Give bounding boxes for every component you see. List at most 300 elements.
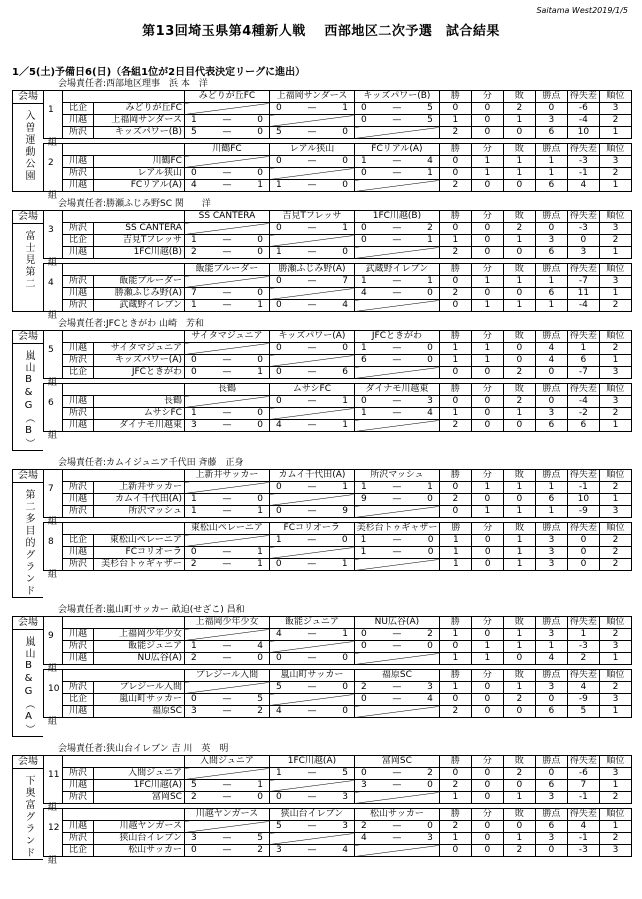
score-pair [272, 559, 352, 570]
venue-body [12, 330, 632, 451]
region-cell: 所沢 [63, 641, 94, 653]
group-list [43, 469, 632, 598]
stat-cell: 2 [439, 706, 471, 718]
score-dash: — [392, 103, 402, 113]
score-cell [354, 833, 439, 845]
stat-cell: 0 [471, 694, 503, 706]
group-number-cell [43, 263, 62, 321]
stat-header: 勝点 [535, 670, 567, 682]
region-cell: 比企 [63, 845, 94, 857]
header-team-name: レアル狭山 [269, 144, 354, 156]
stat-cell: 1 [439, 653, 471, 665]
score-dash: — [222, 408, 232, 418]
score-dash: — [307, 821, 317, 831]
group-number: 5 [48, 345, 54, 355]
stat-cell: -7 [567, 276, 599, 288]
stat-cell: -4 [567, 300, 599, 312]
score-dash: — [392, 168, 402, 178]
header-team-name: 吉見Tフレッサ [269, 211, 354, 223]
stat-header: 敗 [503, 331, 535, 343]
score-dash: — [222, 780, 232, 790]
score-against: 3 [342, 821, 348, 831]
score-against: 5 [257, 833, 263, 843]
stat-cell: 0 [471, 223, 503, 235]
group-header-row [63, 91, 632, 103]
stat-header: 得失差 [568, 523, 600, 535]
stat-cell: 1 [535, 482, 567, 494]
stat-cell: 0 [471, 821, 503, 833]
stat-cell: 0 [535, 396, 567, 408]
table-row [63, 127, 632, 139]
score-dash: — [392, 682, 402, 692]
score-pair [272, 127, 352, 138]
header-team-name: 美杉台トゥギャザー [354, 523, 440, 535]
score-pair [357, 494, 437, 505]
stat-cell: 1 [599, 247, 631, 259]
stat-header: 得失差 [567, 617, 599, 629]
score-for: 3 [275, 845, 282, 855]
group-header-row [63, 670, 632, 682]
self-match-cell [269, 494, 354, 506]
score-cell [269, 845, 354, 857]
group-suffix: 組 [48, 664, 58, 674]
score-against: 0 [257, 420, 263, 430]
stat-header: 分 [471, 384, 503, 396]
stat-cell: 1 [439, 355, 471, 367]
stat-cell: 1 [471, 300, 503, 312]
group-header-row [63, 756, 632, 768]
stat-cell: 3 [535, 115, 567, 127]
group-header-row [63, 523, 632, 535]
group-number: 9 [48, 631, 54, 641]
self-match-cell [184, 103, 269, 115]
stat-header: 勝 [439, 756, 471, 768]
stat-cell: 4 [567, 821, 599, 833]
stat-cell: 1 [567, 629, 599, 641]
venue-name: 嵐山B&G（A） [23, 636, 34, 736]
table-row [63, 547, 632, 559]
score-pair [357, 629, 437, 640]
stat-header: 順位 [599, 144, 631, 156]
table-row [63, 408, 632, 420]
stat-header: 勝点 [535, 211, 567, 223]
score-for: 4 [275, 629, 282, 639]
score-against: 1 [341, 559, 348, 569]
stat-header: 敗 [503, 670, 535, 682]
group-header-row [63, 617, 632, 629]
stat-cell: 2 [439, 420, 471, 432]
group-table [62, 90, 632, 139]
group-number-cell [43, 755, 62, 813]
stat-cell: 3 [536, 535, 568, 547]
group-header-row [63, 470, 632, 482]
score-against: 0 [427, 535, 434, 545]
score-pair [187, 792, 267, 803]
team-name-cell: 1FC川越(B) [93, 247, 184, 259]
score-cell [354, 355, 439, 367]
score-pair [187, 780, 267, 791]
stat-cell: 0 [503, 706, 535, 718]
self-match-cell [354, 559, 440, 571]
region-cell: 比企 [63, 694, 94, 706]
score-pair [357, 768, 437, 779]
team-name-cell: 入間ジュニア [93, 768, 184, 780]
group-header-row [63, 264, 632, 276]
header-team-name: 上福岡サンダース [269, 91, 354, 103]
score-for: 0 [275, 367, 282, 377]
stat-cell: 1 [439, 115, 471, 127]
score-for: 1 [275, 180, 282, 190]
venue-name-column [12, 469, 43, 598]
score-dash: — [307, 629, 317, 639]
score-dash: — [392, 768, 402, 778]
stat-cell: 1 [471, 156, 503, 168]
score-pair [187, 694, 267, 705]
stat-cell: 3 [599, 103, 631, 115]
score-cell [184, 547, 269, 559]
score-cell [184, 127, 269, 139]
region-cell: 川越 [63, 494, 94, 506]
score-pair [357, 833, 437, 844]
group-table [62, 808, 632, 857]
stat-header: 分 [471, 470, 503, 482]
stat-cell: 0 [503, 180, 535, 192]
score-against: 0 [257, 127, 263, 137]
score-cell [269, 180, 354, 192]
table-row [63, 276, 632, 288]
region-cell: 所沢 [63, 506, 94, 518]
score-against: 0 [342, 706, 348, 716]
group-number-cell [43, 669, 62, 727]
score-dash: — [307, 559, 317, 569]
score-cell [269, 103, 354, 115]
stat-cell: 2 [503, 694, 535, 706]
header-team-name: 飯能ブルーダー [184, 264, 269, 276]
score-against: 2 [427, 223, 433, 233]
score-cell [354, 694, 439, 706]
score-cell [184, 506, 269, 518]
score-pair [187, 235, 267, 246]
stat-cell: 2 [599, 682, 631, 694]
stat-header: 勝点 [535, 809, 567, 821]
stat-header: 敗 [504, 523, 536, 535]
table-row [63, 343, 632, 355]
region-cell: 所沢 [63, 682, 94, 694]
stat-cell: 2 [599, 792, 631, 804]
group-number-cell [43, 143, 62, 201]
score-for: 0 [360, 641, 367, 651]
score-dash: — [222, 694, 232, 704]
team-name-cell: キッズパワー(A) [93, 355, 184, 367]
group-number: 8 [48, 537, 54, 547]
table-row [63, 180, 632, 192]
stat-cell: 0 [471, 494, 503, 506]
stat-cell: 0 [503, 821, 535, 833]
score-for: 0 [275, 506, 282, 516]
stat-cell: 3 [567, 247, 599, 259]
stat-cell: 2 [503, 223, 535, 235]
header-blank-cell [63, 331, 185, 343]
stat-cell: 4 [535, 355, 567, 367]
score-cell [354, 408, 439, 420]
group-table [62, 616, 632, 665]
score-against: 0 [342, 653, 348, 663]
stat-cell: 3 [535, 408, 567, 420]
venue-label: 会場 [13, 756, 43, 769]
venue-name-column [12, 755, 43, 860]
score-cell [269, 156, 354, 168]
score-cell [354, 343, 439, 355]
stat-cell: 3 [599, 694, 631, 706]
stat-header: 分 [471, 211, 503, 223]
group-block [43, 616, 632, 674]
score-dash: — [392, 535, 402, 545]
region-cell: 川越 [63, 780, 94, 792]
stat-header: 勝 [439, 670, 471, 682]
score-dash: — [392, 408, 402, 418]
score-dash: — [222, 653, 232, 663]
group-block [43, 383, 632, 441]
header-team-name: JFCときがわ [354, 331, 439, 343]
stat-header: 勝 [439, 91, 471, 103]
score-pair [357, 115, 437, 126]
score-cell [354, 396, 439, 408]
score-against: 1 [427, 235, 433, 245]
stat-cell: -1 [567, 482, 599, 494]
score-against: 1 [257, 367, 263, 377]
group-table [62, 143, 632, 192]
stat-cell: 0 [503, 247, 535, 259]
score-for: 0 [275, 482, 282, 492]
table-row [63, 396, 632, 408]
score-dash: — [392, 355, 402, 365]
score-against: 1 [257, 506, 263, 516]
stat-header: 得失差 [567, 91, 599, 103]
stat-header: 敗 [503, 809, 535, 821]
venue-label: 会場 [13, 617, 43, 630]
score-pair [272, 629, 352, 640]
score-pair [187, 180, 267, 191]
score-dash: — [222, 288, 232, 298]
score-for: 0 [190, 845, 197, 855]
self-match-cell [269, 288, 354, 300]
stat-header: 勝 [439, 809, 471, 821]
score-for: 5 [275, 821, 282, 831]
team-name-cell: 武蔵野イレブン [93, 300, 184, 312]
venue-name: 第二多目的グランド [23, 489, 34, 597]
stat-cell: 1 [471, 641, 503, 653]
score-pair [187, 653, 267, 664]
score-pair [272, 845, 352, 856]
stat-cell: 0 [471, 408, 503, 420]
region-cell: 所沢 [63, 792, 94, 804]
team-name-cell: 1FC川越(A) [93, 780, 184, 792]
stat-header: 勝点 [536, 523, 568, 535]
score-dash: — [222, 641, 232, 651]
score-pair [187, 168, 267, 179]
document-subtitle: 1／5(土)予備日6(日)（各組1位が2日目代表決定リーグに進出） [12, 67, 306, 78]
score-against: 0 [257, 653, 263, 663]
table-row [63, 367, 632, 379]
stat-cell: 1 [503, 792, 535, 804]
score-pair [357, 535, 438, 546]
self-match-cell [269, 168, 354, 180]
score-against: 0 [257, 247, 263, 257]
stat-cell: -4 [567, 115, 599, 127]
score-pair [272, 768, 352, 779]
stat-header: 勝点 [535, 617, 567, 629]
table-row [63, 482, 632, 494]
stat-header: 勝 [439, 264, 471, 276]
stat-header: 順位 [599, 331, 631, 343]
stat-cell: 2 [439, 288, 471, 300]
score-for: 2 [190, 792, 197, 802]
header-blank-cell [63, 264, 185, 276]
score-against: 3 [427, 833, 433, 843]
stat-cell: 1 [439, 792, 471, 804]
score-pair [187, 559, 267, 570]
score-dash: — [307, 506, 317, 516]
stat-cell: 6 [535, 420, 567, 432]
score-for: 0 [275, 300, 282, 310]
score-dash: — [392, 821, 402, 831]
group-number: 11 [48, 770, 60, 780]
score-for: 0 [275, 343, 282, 353]
score-cell [269, 559, 354, 571]
stat-cell: 0 [439, 396, 471, 408]
venue-body [12, 616, 632, 737]
score-against: 2 [427, 768, 433, 778]
score-cell [354, 115, 439, 127]
self-match-cell [269, 833, 354, 845]
venue-section [12, 457, 632, 598]
score-against: 0 [342, 343, 348, 353]
venue-name-column [12, 616, 43, 737]
header-team-name: 1FC川越(B) [354, 211, 439, 223]
stat-cell: 0 [472, 559, 504, 571]
stat-cell: 0 [471, 127, 503, 139]
table-row [63, 288, 632, 300]
header-team-name: 川越ヤンガース [184, 809, 269, 821]
stat-cell: -3 [567, 641, 599, 653]
team-name-cell: レアル狭山 [93, 168, 184, 180]
region-cell: 川越 [63, 180, 94, 192]
score-for: 4 [360, 833, 367, 843]
stat-cell: 1 [535, 300, 567, 312]
score-against: 1 [342, 396, 348, 406]
header-team-name: ムサシFC [269, 384, 354, 396]
stat-cell: -9 [567, 694, 599, 706]
score-pair [187, 706, 267, 717]
group-table [62, 263, 632, 312]
region-cell: 比企 [63, 235, 94, 247]
score-against: 5 [342, 768, 348, 778]
score-against: 1 [342, 482, 348, 492]
group-header-row [63, 809, 632, 821]
score-for: 1 [190, 408, 197, 418]
group-block [43, 469, 632, 527]
score-pair [272, 821, 352, 832]
team-name-cell: 所沢マッシュ [93, 506, 184, 518]
score-dash: — [392, 547, 402, 557]
score-dash: — [392, 276, 402, 286]
score-pair [187, 300, 267, 311]
stat-cell: 1 [471, 506, 503, 518]
stat-cell: 2 [599, 408, 631, 420]
stat-cell: 0 [535, 103, 567, 115]
score-dash: — [392, 156, 402, 166]
score-dash: — [392, 641, 402, 651]
venue-section [12, 743, 632, 866]
group-suffix: 組 [48, 138, 58, 148]
score-dash: — [307, 367, 317, 377]
stat-cell: 1 [599, 180, 631, 192]
team-name-cell: 長鶴 [93, 396, 184, 408]
group-number-cell [43, 522, 62, 580]
stat-header: 勝 [439, 384, 471, 396]
region-cell: 川越 [63, 288, 94, 300]
stat-cell: 1 [535, 641, 567, 653]
score-for: 5 [190, 780, 197, 790]
stat-cell: 1 [503, 408, 535, 420]
stat-header: 勝 [439, 470, 471, 482]
stat-cell: 2 [599, 482, 631, 494]
score-against: 1 [257, 180, 263, 190]
stat-cell: 0 [439, 276, 471, 288]
team-name-cell: みどりが丘FC [93, 103, 184, 115]
score-for: 2 [190, 247, 197, 257]
region-cell: 所沢 [63, 300, 94, 312]
score-for: 1 [275, 247, 282, 257]
stat-header: 勝点 [535, 384, 567, 396]
stat-cell: -1 [567, 833, 599, 845]
score-for: 3 [190, 833, 197, 843]
team-name-cell: 川鶴FC [93, 156, 184, 168]
table-row [63, 780, 632, 792]
score-against: 0 [257, 235, 263, 245]
score-pair [272, 535, 352, 546]
stat-header: 得失差 [567, 264, 599, 276]
stat-cell: 1 [504, 559, 536, 571]
venue-name: 入曽運動公園 [23, 110, 34, 182]
stat-cell: 0 [472, 535, 504, 547]
region-cell: 所沢 [63, 768, 94, 780]
stat-cell: 0 [439, 168, 471, 180]
group-block [43, 669, 632, 727]
stat-cell: -3 [567, 845, 599, 857]
score-cell [354, 156, 439, 168]
team-name-cell: 美杉台トゥギャザー [93, 559, 184, 571]
stat-cell: 1 [503, 482, 535, 494]
header-blank-cell [63, 470, 185, 482]
header-blank-cell [63, 523, 185, 535]
score-pair [357, 547, 438, 558]
table-row [63, 420, 632, 432]
score-pair [272, 706, 352, 717]
score-cell [269, 343, 354, 355]
stat-cell: 6 [535, 180, 567, 192]
venue-name: 下奥富グランド [23, 775, 34, 859]
stat-cell: 3 [535, 833, 567, 845]
score-pair [357, 821, 437, 832]
stat-cell: 1 [599, 355, 631, 367]
stat-cell: 0 [535, 694, 567, 706]
team-name-cell: 上福岡少年少女 [93, 629, 184, 641]
score-dash: — [222, 168, 232, 178]
stat-cell: 0 [568, 535, 600, 547]
stat-cell: 3 [535, 235, 567, 247]
stat-cell: 2 [599, 235, 631, 247]
